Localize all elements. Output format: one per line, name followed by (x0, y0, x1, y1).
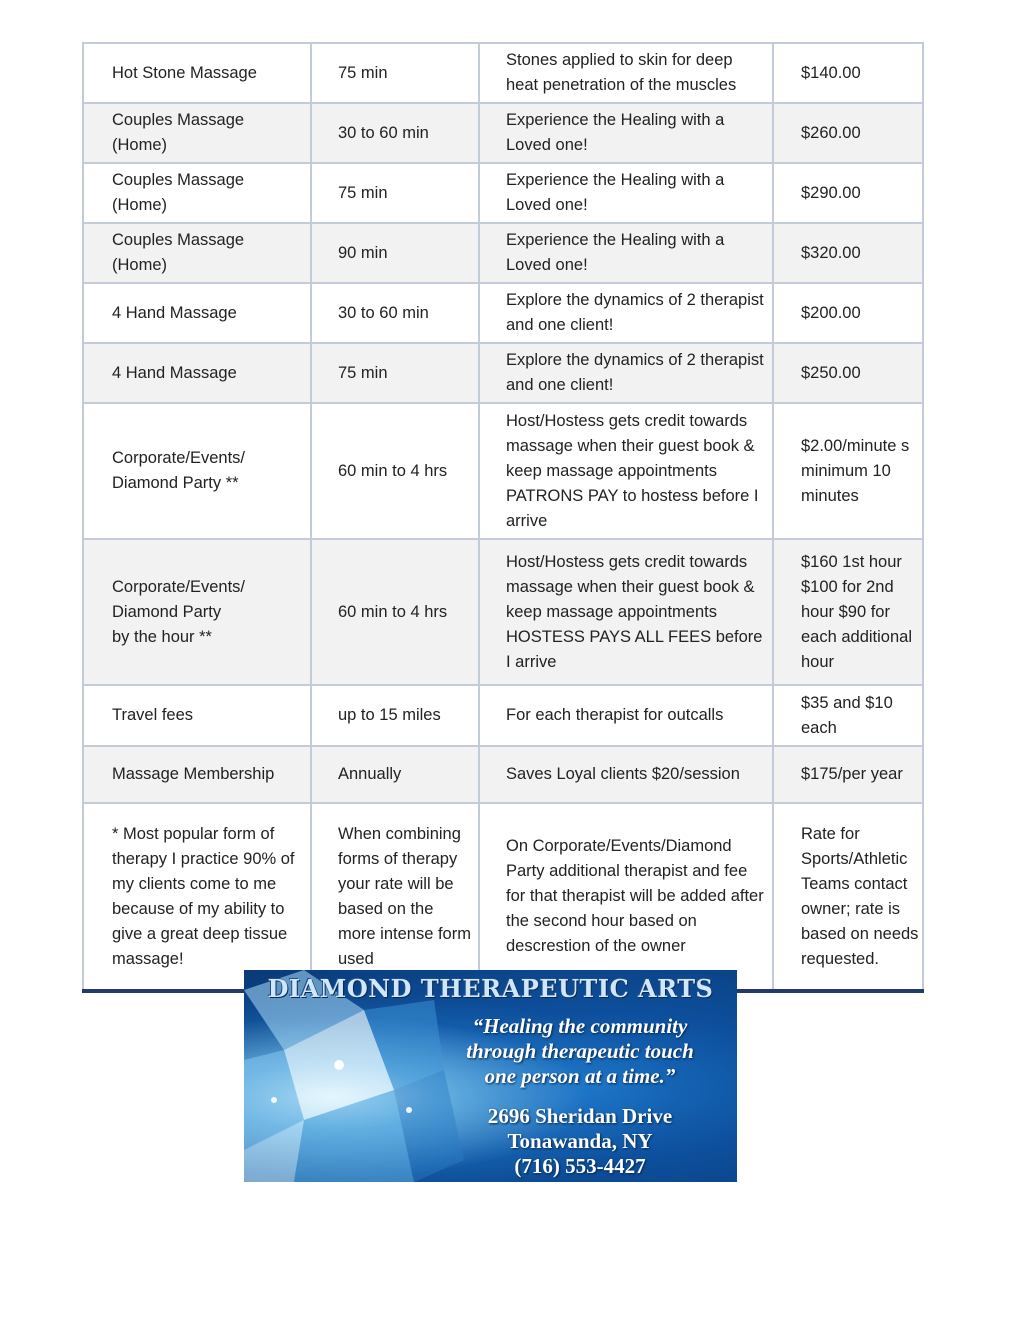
additional-therapist-note: On Corporate/Events/Diamond Party additional therapist and fee for that therapist will be added after the second hour based on descrestion of the owner (479, 803, 773, 991)
service-description: Explore the dynamics of 2 therapist and one client! (479, 343, 773, 403)
combined-therapy-note: When combining forms of therapy your rate will be based on the more intense form used (311, 803, 479, 991)
team-rate-note: Rate for Sports/Athletic Teams contact owner; rate is based on needs requested. (773, 803, 923, 991)
service-name: 4 Hand Massage (83, 283, 311, 343)
service-price: $250.00 (773, 343, 923, 403)
table-row (83, 43, 923, 103)
service-duration: 75 min (311, 163, 479, 223)
service-price (773, 685, 923, 746)
table-row (83, 746, 923, 803)
service-name: Couples Massage (Home) (83, 163, 311, 223)
service-duration: 90 min (311, 223, 479, 283)
service-price: $160 1st hour $100 for 2nd hour $90 for each additional hour (773, 539, 923, 685)
table-row (83, 343, 923, 403)
service-description: Experience the Healing with a Loved one! (479, 223, 773, 283)
service-duration: 30 to 60 min (311, 103, 479, 163)
service-price: $200.00 (773, 283, 923, 343)
street-address: 2696 Sheridan Drive (487, 1104, 673, 1128)
service-name: Corporate/Events/ Diamond Party by the hour ** (83, 539, 311, 685)
service-note: * Most popular form of therapy I practice 90% of my clients come to me because of my ability to give a great deep tissue massage! (83, 803, 311, 991)
table-row (83, 283, 923, 343)
table-row (83, 685, 923, 746)
travel-fee-price-text: $35 and $10 each (801, 694, 893, 737)
business-banner (244, 970, 737, 1182)
service-description: Saves Loyal clients $20/session (479, 746, 773, 803)
table-row (83, 803, 923, 991)
service-duration: Annually (311, 746, 479, 803)
phone-number: (716) 553-4427 (514, 1154, 646, 1178)
service-duration: 75 min (311, 43, 479, 103)
service-duration: 30 to 60 min (311, 283, 479, 343)
service-name: Corporate/Events/ Diamond Party ** (83, 403, 311, 539)
service-description: Experience the Healing with a Loved one! (479, 163, 773, 223)
service-name: Travel fees (83, 685, 311, 746)
city-state: Tonawanda, NY (507, 1129, 653, 1153)
service-duration: 60 min to 4 hrs (311, 403, 479, 539)
service-price: $140.00 (773, 43, 923, 103)
table-row (83, 103, 923, 163)
service-duration: up to 15 miles (311, 685, 479, 746)
business-name: DIAMOND THERAPEUTIC ARTS (267, 974, 714, 1003)
table-row (83, 403, 923, 539)
service-name: 4 Hand Massage (83, 343, 311, 403)
service-name: Hot Stone Massage (83, 43, 311, 103)
service-name: Couples Massage (Home) (83, 223, 311, 283)
service-price: $260.00 (773, 103, 923, 163)
service-price: $320.00 (773, 223, 923, 283)
service-description: Explore the dynamics of 2 therapist and one client! (479, 283, 773, 343)
service-price: $2.00/minute s minimum 10 minutes (773, 403, 923, 539)
business-slogan: “Healing the community through therapeutic touch one person at a time.” (466, 1014, 694, 1088)
service-description: Stones applied to skin for deep heat penetration of the muscles (479, 43, 773, 103)
service-description: For each therapist for outcalls (479, 685, 773, 746)
service-name: Massage Membership (83, 746, 311, 803)
table-row (83, 539, 923, 685)
table-row (83, 223, 923, 283)
service-price: $175/per year (773, 746, 923, 803)
service-name: Couples Massage (Home) (83, 103, 311, 163)
business-contact (450, 1104, 710, 1179)
services-price-table (82, 42, 924, 993)
service-price: $290.00 (773, 163, 923, 223)
table-row (83, 163, 923, 223)
service-description: Host/Hostess gets credit towards massage when their guest book & keep massage appointments PATRONS PAY to hostess before I arrive (479, 403, 773, 539)
service-description: Experience the Healing with a Loved one! (479, 103, 773, 163)
service-description: Host/Hostess gets credit towards massage when their guest book & keep massage appointments HOSTESS PAYS ALL FEES before I arrive (479, 539, 773, 685)
service-duration: 60 min to 4 hrs (311, 539, 479, 685)
service-duration: 75 min (311, 343, 479, 403)
